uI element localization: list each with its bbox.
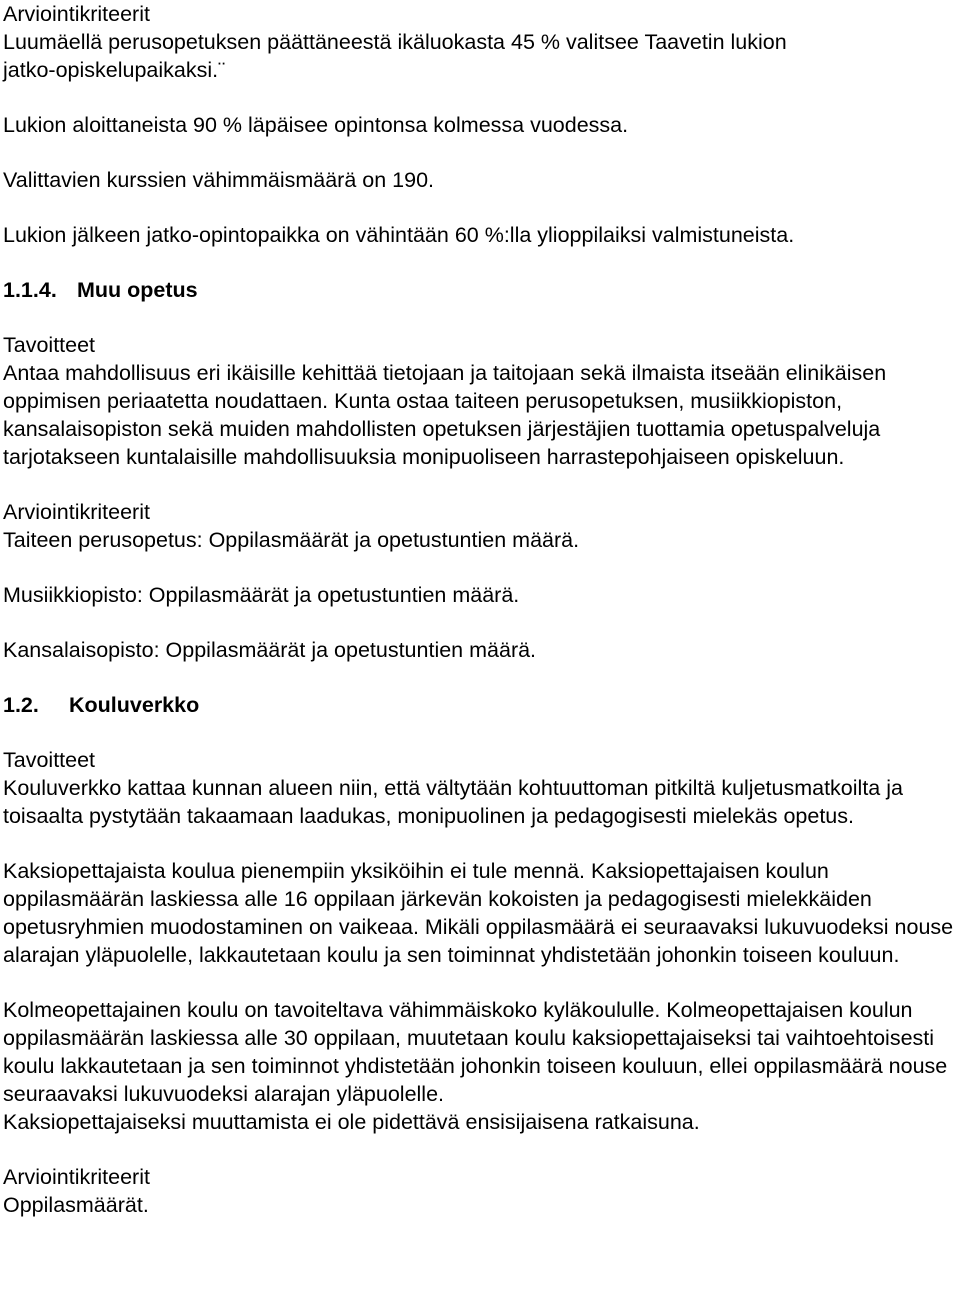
criteria-line: Luumäellä perusopetuksen päättäneestä ikäluokasta 45 % valitsee Taavetin lukion	[3, 30, 787, 54]
criteria-item: Taiteen perusopetus: Oppilasmäärät ja opetustuntien määrä.	[3, 528, 580, 552]
criteria-item: Musiikkiopisto: Oppilasmäärät ja opetustuntien määrä.	[3, 583, 520, 607]
criteria-label: Arviointikriteerit	[3, 500, 150, 524]
section-heading-1-2	[3, 691, 958, 719]
criteria-item: Kansalaisopisto: Oppilasmäärät ja opetustuntien määrä.	[3, 638, 537, 662]
criteria-item: Lukion jälkeen jatko-opintopaikka on vähintään 60 %:lla ylioppilaiksi valmistuneista.	[3, 223, 795, 247]
criteria-label: Arviointikriteerit	[3, 1165, 150, 1189]
document-page	[3, 0, 958, 1219]
section-title: Kouluverkko	[69, 693, 200, 717]
body-paragraph: Kaksiopettajaista koulua pienempiin yksiköihin ei tule mennä. Kaksiopettajaisen koulun oppilasmäärän laskiessa alle 16 oppilaan järkevän kokoisten ja pedagogisesti mielekkäiden opetusryhmien muodostaminen on vaikeaa. Mikäli oppilasmäärä ei seuraavaksi lukuvuodeksi nouse alarajan yläpuolelle, lakkautetaan koulu ja sen toiminnat yhdistetään johonkin toiseen kouluun.	[3, 859, 954, 967]
goals-label: Tavoitteet	[3, 748, 96, 772]
criteria-item: Oppilasmäärät.	[3, 1193, 149, 1217]
goals-label: Tavoitteet	[3, 333, 96, 357]
goals-paragraph: Antaa mahdollisuus eri ikäisille kehittää tietojaan ja taitojaan sekä ilmaista itseään elinikäisen oppimisen periaatetta noudattaen. Kunta ostaa taiteen perusopetuksen, musiikkiopiston, kansalaisopiston sekä muiden mahdollisten opetuksen järjestäjien tuottamia opetuspalveluja tarjotakseen kuntalaisille mahdollisuuksia monipuoliseen harrastepohjaiseen opiskeluun.	[3, 361, 887, 469]
criteria-item: Lukion aloittaneista 90 % läpäisee opintonsa kolmessa vuodessa.	[3, 113, 629, 137]
goals-paragraph: Kouluverkko kattaa kunnan alueen niin, että vältytään kohtuuttoman pitkiltä kuljetusmatkoilta ja toisaalta pystytään takaamaan laadukas, monipuolinen ja pedagogisesti mielekäs opetus.	[3, 776, 903, 828]
section-heading-1-1-4	[3, 276, 958, 304]
body-paragraph: Kaksiopettajaiseksi muuttamista ei ole pidettävä ensisijaisena ratkaisuna.	[3, 1110, 700, 1134]
body-paragraph: Kolmeopettajainen koulu on tavoiteltava vähimmäiskoko kyläkoululle. Kolmeopettajaisen koulun oppilasmäärän laskiessa alle 30 oppilaan, muutetaan koulu kaksiopettajaiseksi tai vaihtoehtoisesti koulu lakkautetaan ja sen toiminnot yhdistetään johonkin toiseen kouluun, ellei oppilasmäärä nouse seuraavaksi lukuvuodeksi alarajan yläpuolelle.	[3, 998, 948, 1106]
criteria-item: Valittavien kurssien vähimmäismäärä on 190.	[3, 168, 434, 192]
section-title: Muu opetus	[77, 278, 198, 302]
criteria-line: jatko-opiskelupaikaksi.¨	[3, 58, 226, 82]
section-number: 1.2.	[3, 693, 39, 717]
criteria-label: Arviointikriteerit	[3, 2, 150, 26]
section-number: 1.1.4.	[3, 278, 57, 302]
